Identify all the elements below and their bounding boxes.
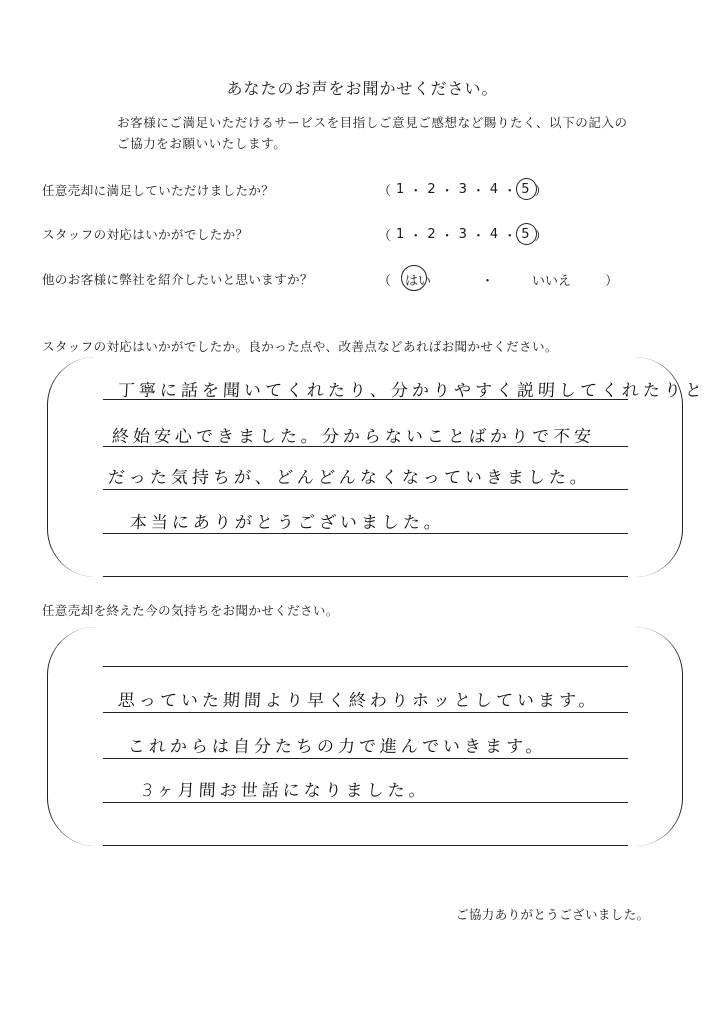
handwritten-answer-line[interactable]: 終始安心できました。分からないことばかりで不安 <box>111 427 596 447</box>
paren-open: （ <box>378 184 394 199</box>
writing-line <box>103 489 628 490</box>
rating-staff <box>378 225 550 244</box>
writing-line <box>103 758 628 759</box>
dot-sep: ・ <box>471 229 487 244</box>
handwritten-answer-line[interactable]: これからは自分たちの力で進んでいきます。 <box>127 737 548 757</box>
dot-sep: ・ <box>471 184 487 199</box>
rating-option-2[interactable]: 2 <box>427 182 438 197</box>
dot-sep: ・ <box>409 229 425 244</box>
writing-line <box>103 666 628 667</box>
writing-line <box>103 533 628 534</box>
writing-line <box>103 845 628 846</box>
dot-sep: ・ <box>481 274 495 289</box>
paren-close: ） <box>534 184 550 199</box>
rating-option-5-selected[interactable]: 5 <box>521 227 532 242</box>
dot-sep: ・ <box>503 229 519 244</box>
writing-line <box>103 802 628 803</box>
rating-option-3[interactable]: 3 <box>458 227 469 242</box>
rating-satisfaction <box>378 180 550 199</box>
handwritten-answer-line[interactable]: 本当にありがとうございました。 <box>129 513 446 533</box>
rating-option-3[interactable]: 3 <box>458 182 469 197</box>
option-yes-selected[interactable]: はい <box>405 270 431 289</box>
rating-option-4[interactable]: 4 <box>489 182 501 197</box>
handwritten-answer-line[interactable]: 丁寧に話を聞いてくれたり、分かりやすく説明してくれたりと <box>117 381 707 401</box>
dot-sep: ・ <box>440 229 456 244</box>
writing-line <box>103 576 628 577</box>
form-title: あなたのお声をお聞かせください。 <box>226 79 499 98</box>
dot-sep: ・ <box>440 184 456 199</box>
section-feelings-label: 任意売却を終えた今の気持ちをお聞かせください。 <box>42 603 339 618</box>
dot-sep: ・ <box>409 184 425 199</box>
rating-option-1[interactable]: 1 <box>396 227 407 242</box>
paren-close: ） <box>534 229 550 244</box>
question-recommend: 他のお客様に弊社を紹介したいと思いますか？ <box>42 272 313 287</box>
paren-close: ） <box>605 274 619 289</box>
intro-line-1: お客様にご満足いただけるサービスを目指しご意見ご感想など賜りたく、以下の記入の <box>117 115 628 130</box>
section-staff-feedback-label: スタッフの対応はいかがでしたか。良かった点や、改善点などあればお聞かせください。 <box>42 339 558 354</box>
handwritten-answer-line[interactable]: だった気持ちが、どんどんなくなっていきました。 <box>107 468 592 488</box>
handwritten-answer-line[interactable]: 思っていた期間より早く終わりホッとしています。 <box>117 691 601 711</box>
closing-thanks: ご協力ありがとうございました。 <box>456 907 650 922</box>
intro-line-2: ご協力をお願いいたします。 <box>117 136 287 151</box>
rating-option-1[interactable]: 1 <box>396 182 407 197</box>
dot-sep: ・ <box>503 184 519 199</box>
recommend-choice <box>378 270 618 289</box>
paren-open: （ <box>378 274 392 289</box>
paren-open: （ <box>378 229 394 244</box>
rating-option-4[interactable]: 4 <box>489 227 501 242</box>
question-staff: スタッフの対応はいかがでしたか？ <box>42 227 249 242</box>
handwritten-answer-line[interactable]: 3ヶ月間お世話になりました。 <box>141 781 431 801</box>
rating-option-5-selected[interactable]: 5 <box>521 182 532 197</box>
question-satisfaction: 任意売却に満足していただけましたか？ <box>42 183 275 198</box>
writing-line <box>103 712 628 713</box>
rating-option-2[interactable]: 2 <box>427 227 438 242</box>
option-no[interactable]: いいえ <box>532 274 572 289</box>
